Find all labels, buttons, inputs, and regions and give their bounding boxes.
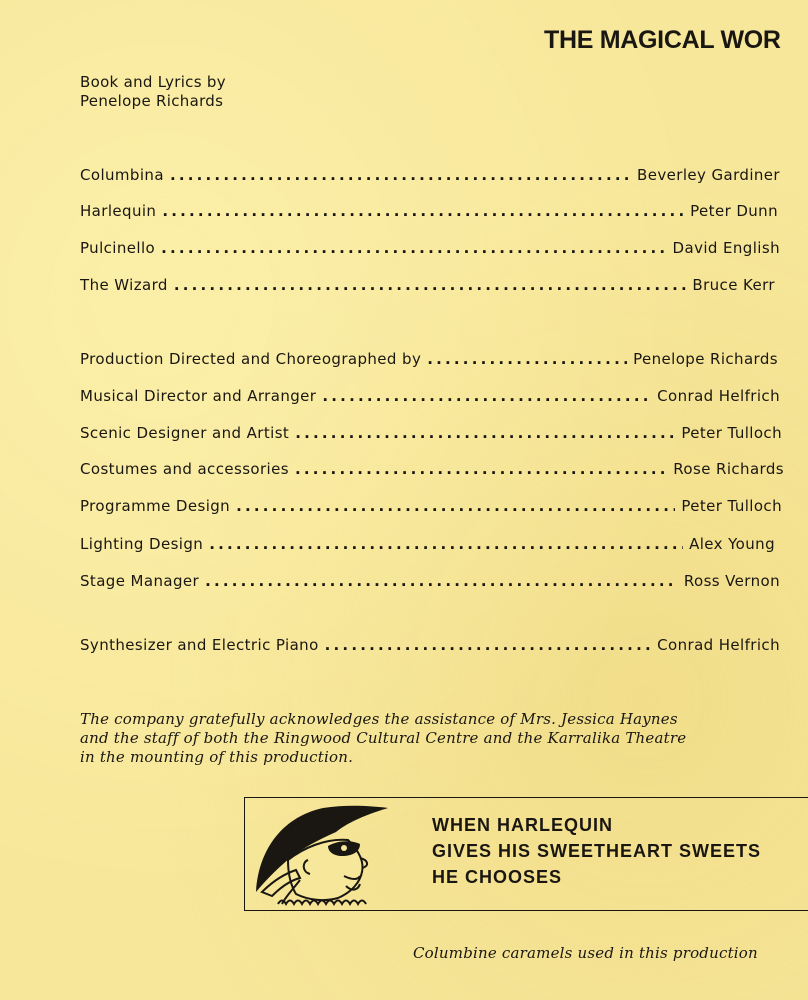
crew-name: Penelope Richards: [633, 350, 778, 368]
byline-author: Penelope Richards: [80, 92, 224, 110]
crew-row-programme-design: [80, 497, 782, 519]
byline-label: Book and Lyrics by: [80, 73, 226, 91]
dot-leader: [209, 535, 683, 553]
dot-leader: [325, 636, 652, 654]
dot-leader: [236, 497, 675, 515]
crew-row-lighting-design: [80, 535, 775, 557]
advert-line: WHEN HARLEQUIN: [432, 815, 613, 835]
footnote: Columbine caramels used in this production: [413, 944, 758, 962]
crew-name: Rose Richards: [673, 460, 784, 478]
role-label: Programme Design: [80, 497, 231, 515]
role-label: Pulcinello: [80, 239, 156, 257]
advert-line: HE CHOOSES: [432, 867, 563, 887]
crew-row-stage-manager: [80, 572, 780, 594]
acknowledgement-line: The company gratefully acknowledges the assistance of Mrs. Jessica Haynes: [80, 710, 678, 728]
role-label: Synthesizer and Electric Piano: [80, 636, 319, 654]
musician-name: Conrad Helfrich: [657, 636, 780, 654]
performer-name: Beverley Gardiner: [637, 166, 780, 184]
dot-leader: [174, 276, 687, 294]
crew-row-musical-director: [80, 387, 780, 409]
cast-row-pulcinello: [80, 239, 780, 261]
role-label: The Wizard: [80, 276, 168, 294]
crew-name: Conrad Helfrich: [657, 387, 780, 405]
role-label: Harlequin: [80, 202, 157, 220]
dot-leader: [170, 166, 631, 184]
dot-leader: [295, 460, 667, 478]
dot-leader: [295, 424, 675, 442]
crew-row-scenic-designer: [80, 424, 782, 446]
advert-text: [432, 812, 761, 890]
performer-name: Peter Dunn: [690, 202, 778, 220]
performer-name: Bruce Kerr: [692, 276, 775, 294]
dot-leader: [205, 572, 678, 590]
crew-name: Peter Tulloch: [681, 497, 782, 515]
crew-name: Peter Tulloch: [681, 424, 782, 442]
role-label: Stage Manager: [80, 572, 200, 590]
role-label: Production Directed and Choreographed by: [80, 350, 422, 368]
dot-leader: [322, 387, 651, 405]
dot-leader: [427, 350, 627, 368]
role-label: Columbina: [80, 166, 164, 184]
crew-row-director: [80, 350, 778, 372]
advert-line: GIVES HIS SWEETHEART SWEETS: [432, 841, 762, 861]
page-title: THE MAGICAL WOR: [544, 26, 781, 54]
role-label: Scenic Designer and Artist: [80, 424, 290, 442]
acknowledgement: [80, 710, 800, 767]
dot-leader: [162, 202, 684, 220]
crew-name: Alex Young: [689, 535, 775, 553]
role-label: Lighting Design: [80, 535, 204, 553]
cast-row-wizard: [80, 276, 775, 298]
crew-row-costumes: [80, 460, 784, 482]
role-label: Costumes and accessories: [80, 460, 289, 478]
acknowledgement-line: and the staff of both the Ringwood Cultural Centre and the Karralika Theatre: [80, 729, 687, 747]
acknowledgement-line: in the mounting of this production.: [80, 748, 354, 766]
music-row-synthesizer: [80, 636, 780, 658]
crew-name: Ross Vernon: [683, 572, 780, 590]
byline: [80, 73, 226, 111]
cast-row-harlequin: [80, 202, 778, 224]
role-label: Musical Director and Arranger: [80, 387, 317, 405]
dot-leader: [161, 239, 666, 257]
performer-name: David English: [672, 239, 780, 257]
harlequin-face-icon: [248, 800, 393, 914]
cast-row-columbina: [80, 166, 780, 188]
